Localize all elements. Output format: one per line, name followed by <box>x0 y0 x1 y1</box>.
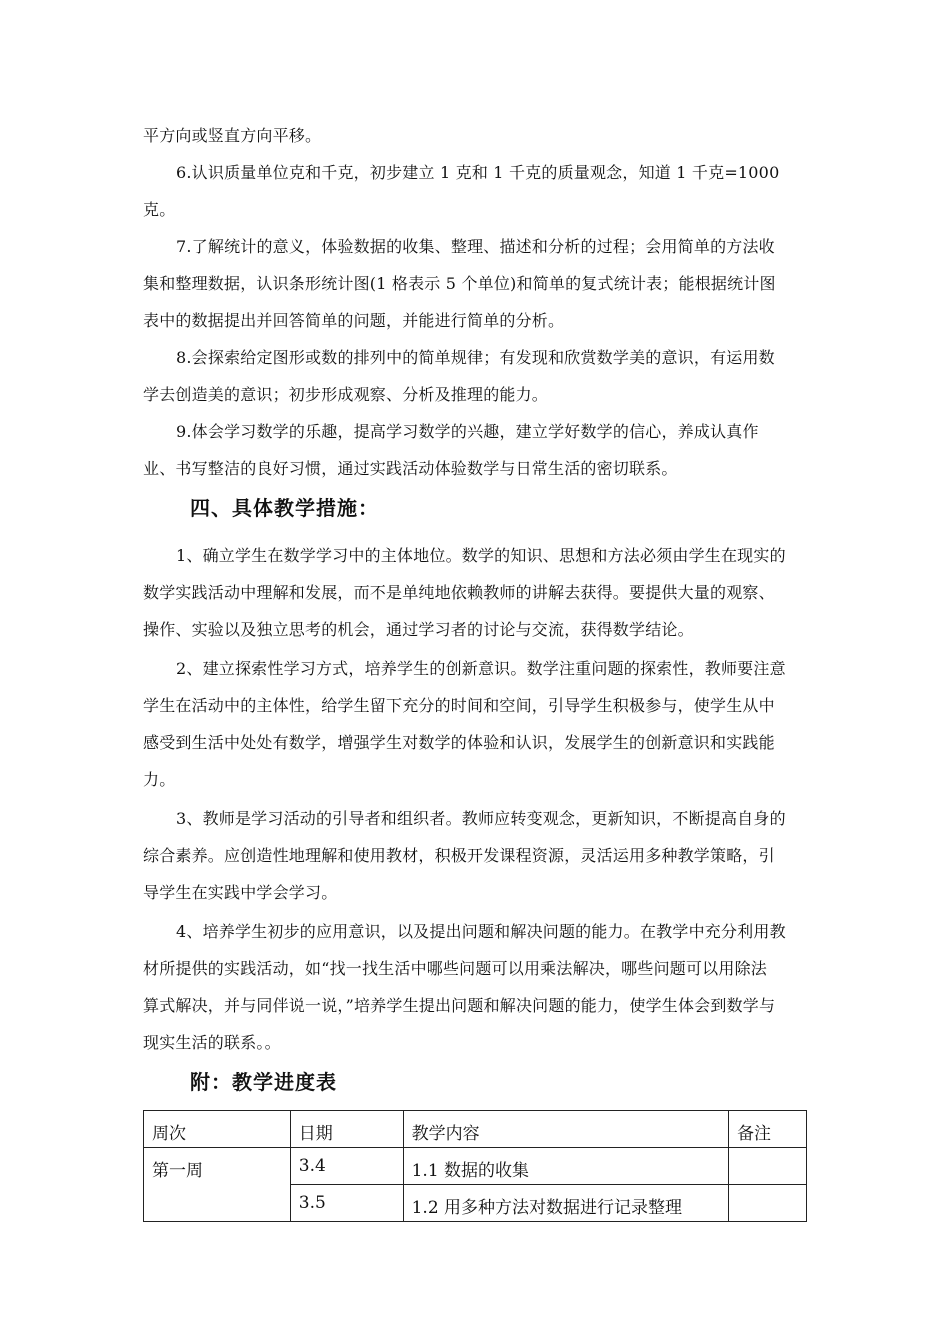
paragraph-line: 9.体会学习数学的乐趣，提高学习数学的兴趣，建立学好数学的信心，养成认真作 <box>176 422 759 441</box>
paragraph-line: 平方向或竖直方向平移。 <box>143 126 322 145</box>
appendix-heading: 附：教学进度表 <box>190 1070 337 1094</box>
header-week: 周次 <box>144 1111 291 1148</box>
note-cell <box>729 1185 807 1222</box>
paragraph-line: 学去创造美的意识；初步形成观察、分析及推理的能力。 <box>143 385 549 404</box>
schedule-table <box>143 1110 807 1222</box>
section-heading: 四、具体教学措施： <box>190 496 379 520</box>
measure-line: 4、培养学生初步的应用意识，以及提出问题和解决问题的能力。在教学中充分利用教 <box>176 922 786 941</box>
measure-line: 导学生在实践中学会学习。 <box>143 883 338 902</box>
table-row <box>144 1148 807 1185</box>
measure-line: 2、建立探索性学习方式，培养学生的创新意识。数学注重问题的探索性，教师要注意 <box>176 659 786 678</box>
paragraph-line: 7.了解统计的意义，体验数据的收集、整理、描述和分析的过程；会用简单的方法收 <box>176 237 775 256</box>
measure-line: 现实生活的联系。。 <box>143 1033 281 1052</box>
table-header-row <box>144 1111 807 1148</box>
measure-line: 数学实践活动中理解和发展，而不是单纯地依赖教师的讲解去获得。要提供大量的观察、 <box>143 583 775 602</box>
content-cell: 1.1 数据的收集 <box>403 1148 728 1185</box>
date-cell: 3.4 <box>290 1148 403 1185</box>
measure-line: 算式解决，并与同伴说一说，”培养学生提出问题和解决问题的能力，使学生体会到数学与 <box>143 996 776 1015</box>
measure-line: 1、确立学生在数学学习中的主体地位。数学的知识、思想和方法必须由学生在现实的 <box>176 546 786 565</box>
measure-line: 感受到生活中处处有数学，增强学生对数学的体验和认识，发展学生的创新意识和实践能 <box>143 733 775 752</box>
measure-line: 操作、实验以及独立思考的机会，通过学习者的讨论与交流，获得数学结论。 <box>143 620 694 639</box>
paragraph-line: 业、书写整洁的良好习惯，通过实践活动体验数学与日常生活的密切联系。 <box>143 459 678 478</box>
note-cell <box>729 1148 807 1185</box>
paragraph-line: 6.认识质量单位克和千克，初步建立 1 克和 1 千克的质量观念，知道 1 千克=1000 <box>176 163 780 182</box>
measure-line: 学生在活动中的主体性，给学生留下充分的时间和空间，引导学生积极参与，使学生从中 <box>143 696 775 715</box>
header-date: 日期 <box>290 1111 403 1148</box>
week-cell: 第一周 <box>144 1148 291 1222</box>
measure-line: 力。 <box>143 770 176 789</box>
paragraph-line: 表中的数据提出并回答简单的问题，并能进行简单的分析。 <box>143 311 565 330</box>
header-content: 教学内容 <box>403 1111 728 1148</box>
measure-line: 材所提供的实践活动，如“找一找生活中哪些问题可以用乘法解决，哪些问题可以用除法 <box>143 959 767 978</box>
paragraph-line: 克。 <box>143 200 176 219</box>
measure-line: 3、教师是学习活动的引导者和组织者。教师应转变观念，更新知识，不断提高自身的 <box>176 809 786 828</box>
paragraph-line: 集和整理数据，认识条形统计图(1 格表示 5 个单位)和简单的复式统计表；能根据统计图 <box>143 274 776 293</box>
measure-line: 综合素养。应创造性地理解和使用教材，积极开发课程资源，灵活运用多种教学策略，引 <box>143 846 775 865</box>
content-cell: 1.2 用多种方法对数据进行记录整理 <box>403 1185 728 1222</box>
header-note: 备注 <box>729 1111 807 1148</box>
date-cell: 3.5 <box>290 1185 403 1222</box>
paragraph-line: 8.会探索给定图形或数的排列中的简单规律；有发现和欣赏数学美的意识，有运用数 <box>176 348 775 367</box>
